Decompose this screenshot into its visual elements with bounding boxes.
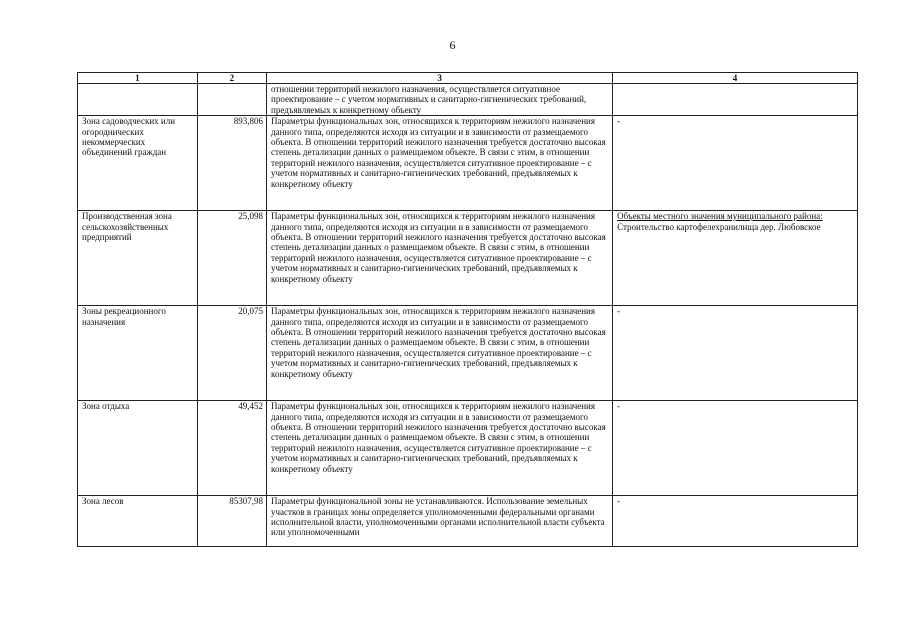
area-cell: 85307,98 bbox=[197, 496, 266, 547]
table-row bbox=[78, 211, 858, 306]
objects-text: - bbox=[617, 401, 621, 412]
parameters-cell: Параметры функциональных зон, относящихся к территориям нежилого назначения данного типа, определяются исходя из ситуации и в зависимости от размещаемого объекта. В отношении территорий нежилого назначения требуется достаточно высокая степень детализации данных о размещаемом объекте. В связи с этим, в отношении территорий нежилого назначения, осуществляется ситуативное проектирование – с учетом нормативных и санитарно-гигиенических требований, предъявляемых к конкретному объекту bbox=[267, 401, 613, 496]
column-header-2: 2 bbox=[197, 73, 266, 84]
parameters-cell: отношении территорий нежилого назначения, осуществляется ситуативное проектирование – с учетом нормативных и санитарно-гигиенических требований, предъявляемых к конкретному объекту bbox=[267, 84, 613, 116]
objects-cell bbox=[613, 116, 858, 211]
area-cell: 25,098 bbox=[197, 211, 266, 306]
zone-name-cell: Зона отдыха bbox=[78, 401, 198, 496]
zone-name-cell: Зона лесов bbox=[78, 496, 198, 547]
zone-name-cell: Зоны рекреационного назначения bbox=[78, 306, 198, 401]
objects-cell bbox=[613, 496, 858, 547]
objects-cell bbox=[613, 211, 858, 306]
table-header-row bbox=[78, 73, 858, 84]
objects-text: Строительство картофелехранилища дер. Любовское bbox=[617, 221, 821, 232]
parameters-cell: Параметры функциональных зон, относящихся к территориям нежилого назначения данного типа, определяются исходя из ситуации и в зависимости от размещаемого объекта. В отношении территорий нежилого назначения требуется достаточно высокая степень детализации данных о размещаемом объекте. В связи с этим, в отношении территорий нежилого назначения, осуществляется ситуативное проектирование – с учетом нормативных и санитарно-гигиенических требований, предъявляемых к конкретному объекту bbox=[267, 116, 613, 211]
zone-name-cell bbox=[78, 84, 198, 116]
objects-text: - bbox=[617, 496, 621, 507]
table-row-continuation bbox=[78, 84, 858, 116]
objects-cell bbox=[613, 84, 858, 116]
page-number: 6 bbox=[449, 38, 456, 52]
objects-cell bbox=[613, 401, 858, 496]
table-row bbox=[78, 306, 858, 401]
objects-text: - bbox=[617, 116, 621, 127]
parameters-cell: Параметры функциональных зон, относящихся к территориям нежилого назначения данного типа, определяются исходя из ситуации и в зависимости от размещаемого объекта. В отношении территорий нежилого назначения требуется достаточно высокая степень детализации данных о размещаемом объекте. В связи с этим, в отношении территорий нежилого назначения, осуществляется ситуативное проектирование – с учетом нормативных и санитарно-гигиенических требований, предъявляемых к конкретному объекту bbox=[267, 306, 613, 401]
table-row bbox=[78, 116, 858, 211]
objects-title: Объекты местного значения муниципального района: bbox=[617, 211, 823, 222]
table-row bbox=[78, 401, 858, 496]
area-cell bbox=[197, 84, 266, 116]
parameters-cell: Параметры функциональных зон, относящихся к территориям нежилого назначения данного типа, определяются исходя из ситуации и в зависимости от размещаемого объекта. В отношении территорий нежилого назначения требуется достаточно высокая степень детализации данных о размещаемом объекте. В связи с этим, в отношении территорий нежилого назначения, осуществляется ситуативное проектирование – с учетом нормативных и санитарно-гигиенических требований, предъявляемых к конкретному объекту bbox=[267, 211, 613, 306]
objects-text: - bbox=[617, 306, 621, 317]
zone-name-cell: Производственная зона сельскохозяйственных предприятий bbox=[78, 211, 198, 306]
column-header-3: 3 bbox=[267, 73, 613, 84]
table-row bbox=[78, 496, 858, 547]
column-header-1: 1 bbox=[78, 73, 198, 84]
area-cell: 49,452 bbox=[197, 401, 266, 496]
column-header-4: 4 bbox=[613, 73, 858, 84]
parameters-cell: Параметры функциональной зоны не устанавливаются. Использование земельных участков в границах зоны определяется уполномоченными федеральными органами исполнительной власти, уполномоченными органами исполнительной власти субъекта или уполномоченными bbox=[267, 496, 613, 547]
area-cell: 893,806 bbox=[197, 116, 266, 211]
functional-zones-table bbox=[77, 72, 858, 547]
zone-name-cell: Зона садоводческих или огороднических некоммерческих объединений граждан bbox=[78, 116, 198, 211]
area-cell: 20,075 bbox=[197, 306, 266, 401]
objects-cell bbox=[613, 306, 858, 401]
